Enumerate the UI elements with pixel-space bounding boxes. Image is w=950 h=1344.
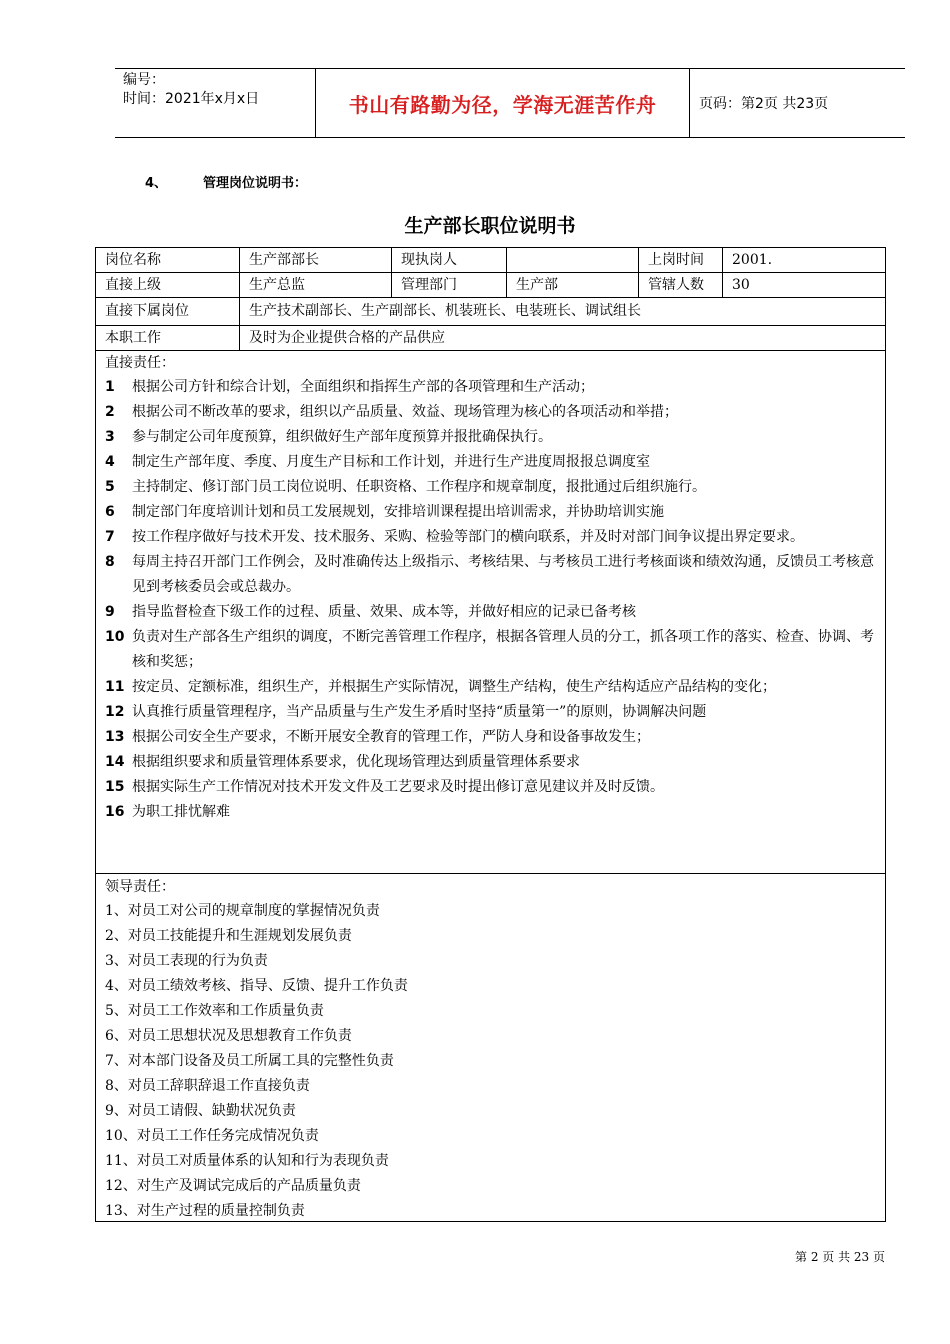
row-divider [96,325,885,326]
row-divider [96,873,885,874]
incumbent-label: 现执岗人 [401,252,457,268]
list-item [105,625,877,675]
list-item: 11、对员工对质量体系的认知和行为表现负责 [105,1153,389,1169]
position-name-value: 生产部部长 [249,252,319,268]
headcount-label: 管辖人数 [648,277,704,293]
document-title: 生产部长职位说明书 [404,215,576,237]
list-item: 10、对员工工作任务完成情况负责 [105,1128,319,1144]
column-divider [391,248,392,297]
list-item: 6、对员工思想状况及思想教育工作负责 [105,1028,352,1044]
headcount-value: 30 [732,277,750,293]
main-duty-label: 本职工作 [105,330,161,346]
column-divider [638,248,639,297]
position-name-label: 岗位名称 [105,252,161,268]
item-number: 10 [105,629,125,645]
list-item [105,525,877,550]
column-divider [239,248,240,350]
row-divider [96,297,885,298]
header-motto: 书山有路勤为径，学海无涯苦作舟 [348,93,657,117]
item-number: 13 [105,729,125,745]
list-item: 4、对员工绩效考核、指导、反馈、提升工作负责 [105,978,408,994]
leadership-responsibilities [105,875,877,1224]
list-item: 7、对本部门设备及员工所属工具的完整性负责 [105,1053,394,1069]
item-text: 根据组织要求和质量管理体系要求，优化现场管理达到质量管理体系要求 [132,754,580,770]
item-number: 8 [105,554,115,570]
column-divider [722,248,723,297]
item-text: 认真推行质量管理程序，当产品质量与生产发生矛盾时坚持“质量第一”的原则，协调解决问题 [132,704,707,720]
list-item [105,800,877,825]
list-item: 8、对员工辞职辞退工作直接负责 [105,1078,310,1094]
item-number: 12 [105,704,125,720]
list-item [105,750,877,775]
list-item [105,700,877,725]
item-number: 1 [105,379,115,395]
item-number: 3 [105,429,115,445]
section-title: 管理岗位说明书： [203,176,308,191]
list-item: 12、对生产及调试完成后的产品质量负责 [105,1178,361,1194]
subordinates-value: 生产技术副部长、生产副部长、机装班长、电装班长、调试组长 [249,303,641,319]
list-item: 9、对员工请假、缺勤状况负责 [105,1103,296,1119]
direct-superior-label: 直接上级 [105,277,161,293]
item-number: 6 [105,504,115,520]
list-item [105,775,877,800]
list-item: 1、对员工对公司的规章制度的掌握情况负责 [105,903,380,919]
main-duty-value: 及时为企业提供合格的产品供应 [249,330,445,346]
list-item [105,600,877,625]
item-number: 4 [105,454,115,470]
item-text: 根据公司方针和综合计划，全面组织和指挥生产部的各项管理和生产活动； [132,379,594,395]
item-text: 根据公司安全生产要求，不断开展安全教育的管理工作，严防人身和设备事故发生； [132,729,650,745]
list-item: 5、对员工工作效率和工作质量负责 [105,1003,324,1019]
item-number: 7 [105,529,115,545]
item-text: 为职工排忧解难 [132,804,230,820]
list-item: 13、对生产过程的质量控制负责 [105,1203,305,1219]
item-number: 9 [105,604,115,620]
page-header [115,68,905,138]
direct-responsibilities-heading: 直接责任： [105,355,175,371]
list-item: 3、对员工表现的行为负责 [105,953,268,969]
item-text: 主持制定、修订部门员工岗位说明、任职资格、工作程序和规章制度，报批通过后组织施行。 [132,479,706,495]
managing-dept-value: 生产部 [516,277,558,293]
number-label: 编号： [123,72,165,88]
start-date-value: 2001. [732,252,773,268]
item-text: 参与制定公司年度预算，组织做好生产部年度预算并报批确保执行。 [132,429,552,445]
item-number: 11 [105,679,125,695]
list-item [105,550,877,600]
list-item [105,425,877,450]
item-number: 16 [105,804,125,820]
item-text: 指导监督检查下级工作的过程、质量、效果、成本等，并做好相应的记录已备考核 [132,604,636,620]
list-item [105,675,877,700]
item-text: 按定员、定额标准，组织生产，并根据生产实际情况，调整生产结构，使生产结构适应产品结构的变化； [132,679,776,695]
list-item [105,475,877,500]
row-divider [96,272,885,273]
subordinates-label: 直接下属岗位 [105,303,189,319]
time-label: 时间：2021年x月x日 [123,91,260,107]
list-item [105,400,877,425]
item-text: 制定部门年度培训计划和员工发展规划，安排培训课程提出培训需求，并协助培训实施 [132,504,664,520]
item-text: 根据实际生产工作情况对技术开发文件及工艺要求及时提出修订意见建议并及时反馈。 [132,779,664,795]
item-number: 5 [105,479,115,495]
section-number: 4、 [145,176,168,191]
direct-superior-value: 生产总监 [249,277,305,293]
job-description-table [95,247,886,1222]
column-divider [506,248,507,297]
page-footer: 第 2 页 共 23 页 [795,1250,885,1264]
list-item: 2、对员工技能提升和生涯规划发展负责 [105,928,352,944]
item-text: 根据公司不断改革的要求，组织以产品质量、效益、现场管理为核心的各项活动和举措； [132,404,678,420]
item-text: 制定生产部年度、季度、月度生产目标和工作计划，并进行生产进度周报报总调度室 [132,454,650,470]
direct-responsibilities [105,351,877,825]
leadership-responsibilities-heading: 领导责任： [105,879,175,895]
header-meta [123,71,259,109]
item-number: 14 [105,754,125,770]
header-page-label: 页码：第2页 共23页 [699,96,829,112]
managing-dept-label: 管理部门 [401,277,457,293]
item-text: 按工作程序做好与技术开发、技术服务、采购、检验等部门的横向联系，并及时对部门间争议提出界定要求。 [132,529,804,545]
header-divider [689,69,690,137]
list-item [105,375,877,400]
item-number: 15 [105,779,125,795]
item-text: 负责对生产部各生产组织的调度，不断完善管理工作程序，根据各管理人员的分工，抓各项工作的落实、检查、协调、考核和奖惩； [132,629,874,670]
list-item [105,500,877,525]
item-number: 2 [105,404,115,420]
start-date-label: 上岗时间 [648,252,704,268]
list-item [105,725,877,750]
item-text: 每周主持召开部门工作例会，及时准确传达上级指示、考核结果、与考核员工进行考核面谈和绩效沟通，反馈员工考核意见到考核委员会或总裁办。 [132,554,874,595]
list-item [105,450,877,475]
